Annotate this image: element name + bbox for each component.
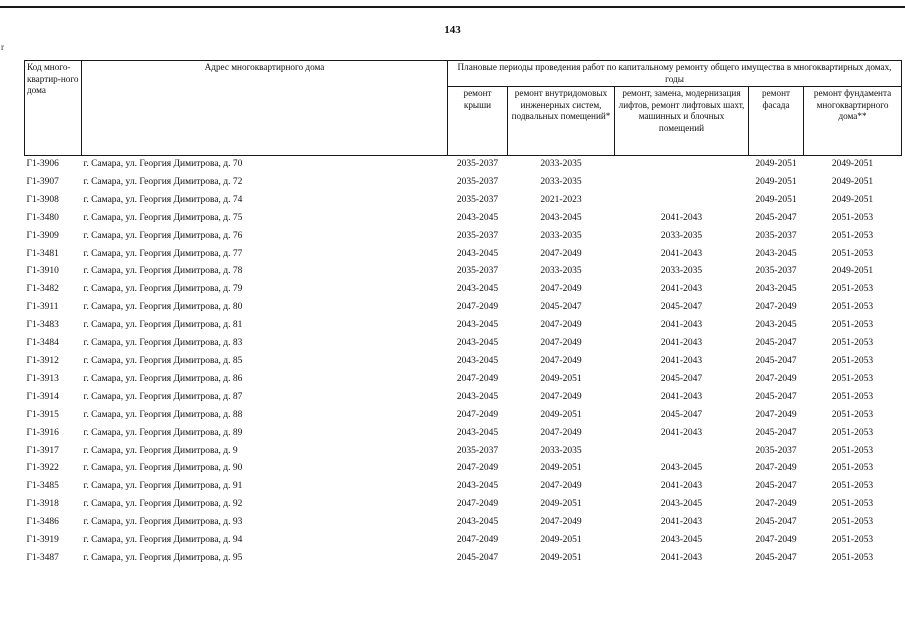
cell-elevators: 2041-2043 <box>660 338 703 349</box>
cell-foundation: 2051-2053 <box>831 535 874 546</box>
cell-facade: 2043-2045 <box>755 284 797 295</box>
cell-foundation: 2051-2053 <box>831 373 874 384</box>
cell-roof: 2043-2045 <box>456 248 499 259</box>
cell-roof: 2035-2037 <box>456 194 499 205</box>
cell-address: г. Самара, ул. Георгия Димитрова, д. 91 <box>83 481 243 492</box>
cell-address: г. Самара, ул. Георгия Димитрова, д. 70 <box>83 159 243 169</box>
cell-foundation: 2051-2053 <box>831 427 874 438</box>
header-periods: Плановые периоды проведения работ по капитальному ремонту общего имущества в многоквартирных домах, годы <box>448 61 902 87</box>
table-row <box>25 335 902 353</box>
cell-elevators: 2041-2043 <box>660 284 703 295</box>
cell-elevators: 2033-2035 <box>660 266 703 277</box>
cell-elevators: 2041-2043 <box>660 391 703 402</box>
cell-facade: 2043-2045 <box>755 248 797 259</box>
cell-foundation: 2051-2053 <box>831 552 874 563</box>
header-elevators: ремонт, замена, модернизация лифтов, ремонт лифтовых шахт, машинных и блочных помещений <box>615 87 749 156</box>
cell-facade: 2047-2049 <box>755 535 797 546</box>
cell-roof: 2043-2045 <box>456 320 499 331</box>
cell-facade: 2035-2037 <box>755 230 797 241</box>
cell-facade: 2045-2047 <box>755 391 797 402</box>
top-rule <box>0 6 905 8</box>
table-row <box>25 425 902 443</box>
cell-foundation: 2051-2053 <box>831 463 874 474</box>
cell-address: г. Самара, ул. Георгия Димитрова, д. 93 <box>83 517 243 528</box>
cell-address: г. Самара, ул. Георгия Димитрова, д. 85 <box>83 355 243 366</box>
cell-elevators: 2043-2045 <box>660 463 703 474</box>
cell-address: г. Самара, ул. Георгия Димитрова, д. 88 <box>83 409 243 420</box>
cell-roof: 2047-2049 <box>456 535 499 546</box>
cell-engineering: 2049-2051 <box>540 552 582 563</box>
cell-elevators <box>615 156 749 174</box>
cell-foundation: 2051-2053 <box>831 302 874 313</box>
table-row <box>25 460 902 478</box>
cell-engineering: 2047-2049 <box>540 481 582 492</box>
cell-engineering: 2049-2051 <box>540 373 582 384</box>
page-number: 143 <box>444 24 461 36</box>
cell-engineering: 2047-2049 <box>540 517 582 528</box>
cell-engineering: 2049-2051 <box>540 463 582 474</box>
cell-code: Г1-3482 <box>26 284 59 295</box>
cell-address: г. Самара, ул. Георгия Димитрова, д. 78 <box>83 266 243 277</box>
cell-code: Г1-3918 <box>26 499 59 510</box>
cell-address: г. Самара, ул. Георгия Димитрова, д. 77 <box>83 248 243 259</box>
cell-roof: 2035-2037 <box>456 176 499 187</box>
cell-foundation: 2051-2053 <box>831 284 874 295</box>
cell-code: Г1-3906 <box>26 159 59 169</box>
cell-elevators <box>615 192 749 210</box>
cell-elevators: 2043-2045 <box>660 499 703 510</box>
cell-engineering: 2047-2049 <box>540 355 582 366</box>
cell-roof: 2047-2049 <box>456 463 499 474</box>
cell-foundation: 2049-2051 <box>831 159 874 169</box>
cell-foundation: 2051-2053 <box>831 409 874 420</box>
cell-elevators: 2041-2043 <box>660 481 703 492</box>
cell-roof: 2047-2049 <box>456 373 499 384</box>
cell-roof: 2045-2047 <box>456 552 499 563</box>
cell-roof: 2043-2045 <box>456 517 499 528</box>
cell-roof: 2035-2037 <box>456 159 499 169</box>
cell-address: г. Самара, ул. Георгия Димитрова, д. 75 <box>83 212 243 223</box>
table-row <box>25 550 902 568</box>
cell-foundation: 2051-2053 <box>831 517 874 528</box>
cell-roof: 2043-2045 <box>456 338 499 349</box>
cell-foundation: 2049-2051 <box>831 194 874 205</box>
cell-code: Г1-3485 <box>26 481 59 492</box>
cell-engineering: 2047-2049 <box>540 248 582 259</box>
table-row <box>25 174 902 192</box>
table-row <box>25 532 902 550</box>
cell-facade: 2047-2049 <box>755 409 797 420</box>
cell-code: Г1-3910 <box>26 266 59 277</box>
cell-elevators: 2045-2047 <box>660 409 703 420</box>
cell-facade: 2045-2047 <box>755 552 797 563</box>
cell-engineering: 2033-2035 <box>540 230 582 241</box>
table-row <box>25 496 902 514</box>
table-row <box>25 353 902 371</box>
cell-address: г. Самара, ул. Георгия Димитрова, д. 89 <box>83 427 243 438</box>
cell-code: Г1-3483 <box>26 320 59 331</box>
cell-facade: 2045-2047 <box>755 517 797 528</box>
cell-address: г. Самара, ул. Георгия Димитрова, д. 9 <box>83 445 238 456</box>
cell-elevators: 2041-2043 <box>660 427 703 438</box>
cell-foundation: 2049-2051 <box>831 176 874 187</box>
cell-engineering: 2047-2049 <box>540 284 582 295</box>
cell-code: Г1-3915 <box>26 409 59 420</box>
cell-foundation: 2051-2053 <box>831 355 874 366</box>
header-foundation: ремонт фундамента многоквартирного дома** <box>804 87 902 156</box>
cell-elevators: 2045-2047 <box>660 373 703 384</box>
cell-facade: 2035-2037 <box>755 266 797 277</box>
cell-foundation: 2051-2053 <box>831 338 874 349</box>
header-engineering: ремонт внутридомовых инженерных систем, подвальных помещений* <box>508 87 615 156</box>
table-row <box>25 210 902 228</box>
cell-address: г. Самара, ул. Георгия Димитрова, д. 72 <box>83 176 243 187</box>
cell-engineering: 2049-2051 <box>540 499 582 510</box>
cell-address: г. Самара, ул. Георгия Димитрова, д. 81 <box>83 320 243 331</box>
header-address: Адрес многоквартирного дома <box>82 61 448 156</box>
cell-engineering: 2033-2035 <box>540 266 582 277</box>
cell-elevators: 2041-2043 <box>660 320 703 331</box>
cell-engineering: 2043-2045 <box>540 212 582 223</box>
cell-roof: 2043-2045 <box>456 427 499 438</box>
table-row <box>25 192 902 210</box>
cell-elevators: 2041-2043 <box>660 212 703 223</box>
cell-foundation: 2049-2051 <box>831 266 874 277</box>
table-row <box>25 478 902 496</box>
cell-engineering: 2033-2035 <box>540 445 582 456</box>
cell-elevators: 2041-2043 <box>660 355 703 366</box>
cell-roof: 2047-2049 <box>456 302 499 313</box>
cell-engineering: 2045-2047 <box>540 302 582 313</box>
cell-facade: 2047-2049 <box>755 373 797 384</box>
cell-engineering: 2021-2023 <box>540 194 582 205</box>
cell-code: Г1-3911 <box>26 302 59 313</box>
cell-engineering: 2047-2049 <box>540 338 582 349</box>
table-header <box>25 61 902 156</box>
table-row <box>25 317 902 335</box>
cell-roof: 2035-2037 <box>456 230 499 241</box>
table-row <box>25 263 902 281</box>
cell-facade: 2045-2047 <box>755 481 797 492</box>
table-row <box>25 371 902 389</box>
cell-code: Г1-3907 <box>26 176 59 187</box>
cell-code: Г1-3480 <box>26 212 59 223</box>
table-row <box>25 389 902 407</box>
cell-engineering: 2047-2049 <box>540 391 582 402</box>
table-row <box>25 299 902 317</box>
cell-foundation: 2051-2053 <box>831 391 874 402</box>
cell-address: г. Самара, ул. Георгия Димитрова, д. 79 <box>83 284 243 295</box>
cell-code: Г1-3917 <box>26 445 59 456</box>
repair-schedule-table <box>24 60 902 568</box>
cell-roof: 2047-2049 <box>456 499 499 510</box>
header-roof: ремонт крыши <box>448 87 508 156</box>
table-row <box>25 514 902 532</box>
cell-roof: 2043-2045 <box>456 391 499 402</box>
cell-foundation: 2051-2053 <box>831 499 874 510</box>
cell-address: г. Самара, ул. Георгия Димитрова, д. 83 <box>83 338 243 349</box>
cell-code: Г1-3484 <box>26 338 59 349</box>
cell-facade: 2045-2047 <box>755 427 797 438</box>
cell-facade: 2049-2051 <box>755 176 797 187</box>
cell-address: г. Самара, ул. Георгия Димитрова, д. 87 <box>83 391 243 402</box>
cell-facade: 2047-2049 <box>755 463 797 474</box>
cell-facade: 2043-2045 <box>755 320 797 331</box>
table-row <box>25 246 902 264</box>
cell-code: Г1-3912 <box>26 355 59 366</box>
cell-code: Г1-3919 <box>26 535 59 546</box>
cell-code: Г1-3909 <box>26 230 59 241</box>
cell-engineering: 2047-2049 <box>540 320 582 331</box>
cell-roof: 2035-2037 <box>456 445 499 456</box>
table-row <box>25 228 902 246</box>
cell-elevators: 2033-2035 <box>660 230 703 241</box>
cell-address: г. Самара, ул. Георгия Димитрова, д. 76 <box>83 230 243 241</box>
cell-elevators: 2041-2043 <box>660 248 703 259</box>
cell-facade: 2045-2047 <box>755 212 797 223</box>
cell-facade: 2047-2049 <box>755 499 797 510</box>
cell-address: г. Самара, ул. Георгия Димитрова, д. 94 <box>83 535 243 546</box>
cell-elevators: 2045-2047 <box>660 302 703 313</box>
table-body <box>25 156 902 568</box>
cell-foundation: 2051-2053 <box>831 320 874 331</box>
cell-elevators <box>615 174 749 192</box>
cell-engineering: 2049-2051 <box>540 535 582 546</box>
cell-code: Г1-3486 <box>26 517 59 528</box>
cell-address: г. Самара, ул. Георгия Димитрова, д. 92 <box>83 499 243 510</box>
cell-facade: 2045-2047 <box>755 338 797 349</box>
table-row <box>25 407 902 425</box>
cell-code: Г1-3481 <box>26 248 59 259</box>
cell-code: Г1-3916 <box>26 427 59 438</box>
cell-foundation: 2051-2053 <box>831 248 874 259</box>
cell-foundation: 2051-2053 <box>831 230 874 241</box>
header-facade: ремонт фасада <box>749 87 804 156</box>
cell-code: Г1-3908 <box>26 194 59 205</box>
cell-foundation: 2051-2053 <box>831 445 874 456</box>
cell-facade: 2049-2051 <box>755 159 797 169</box>
margin-mark: r <box>1 42 4 52</box>
table-row <box>25 281 902 299</box>
cell-address: г. Самара, ул. Георгия Димитрова, д. 95 <box>83 552 243 563</box>
cell-roof: 2043-2045 <box>456 355 499 366</box>
cell-roof: 2035-2037 <box>456 266 499 277</box>
header-code: Код много-квартир-ного дома <box>25 61 82 156</box>
cell-foundation: 2051-2053 <box>831 212 874 223</box>
cell-roof: 2043-2045 <box>456 212 499 223</box>
cell-elevators: 2041-2043 <box>660 517 703 528</box>
cell-elevators: 2041-2043 <box>660 552 703 563</box>
cell-elevators: 2043-2045 <box>660 535 703 546</box>
cell-code: Г1-3913 <box>26 373 59 384</box>
cell-engineering: 2047-2049 <box>540 427 582 438</box>
cell-address: г. Самара, ул. Георгия Димитрова, д. 86 <box>83 373 243 384</box>
cell-engineering: 2033-2035 <box>540 176 582 187</box>
cell-address: г. Самара, ул. Георгия Димитрова, д. 80 <box>83 302 243 313</box>
cell-roof: 2043-2045 <box>456 284 499 295</box>
cell-facade: 2035-2037 <box>755 445 797 456</box>
table-row <box>25 443 902 461</box>
cell-engineering: 2033-2035 <box>540 159 582 169</box>
cell-roof: 2043-2045 <box>456 481 499 492</box>
cell-foundation: 2051-2053 <box>831 481 874 492</box>
cell-facade: 2049-2051 <box>755 194 797 205</box>
cell-address: г. Самара, ул. Георгия Димитрова, д. 90 <box>83 463 243 474</box>
cell-code: Г1-3487 <box>26 552 59 563</box>
cell-elevators <box>615 443 749 461</box>
cell-address: г. Самара, ул. Георгия Димитрова, д. 74 <box>83 194 243 205</box>
cell-facade: 2045-2047 <box>755 355 797 366</box>
cell-engineering: 2049-2051 <box>540 409 582 420</box>
cell-roof: 2047-2049 <box>456 409 499 420</box>
cell-facade: 2047-2049 <box>755 302 797 313</box>
table-row <box>25 156 902 174</box>
cell-code: Г1-3922 <box>26 463 59 474</box>
cell-code: Г1-3914 <box>26 391 59 402</box>
